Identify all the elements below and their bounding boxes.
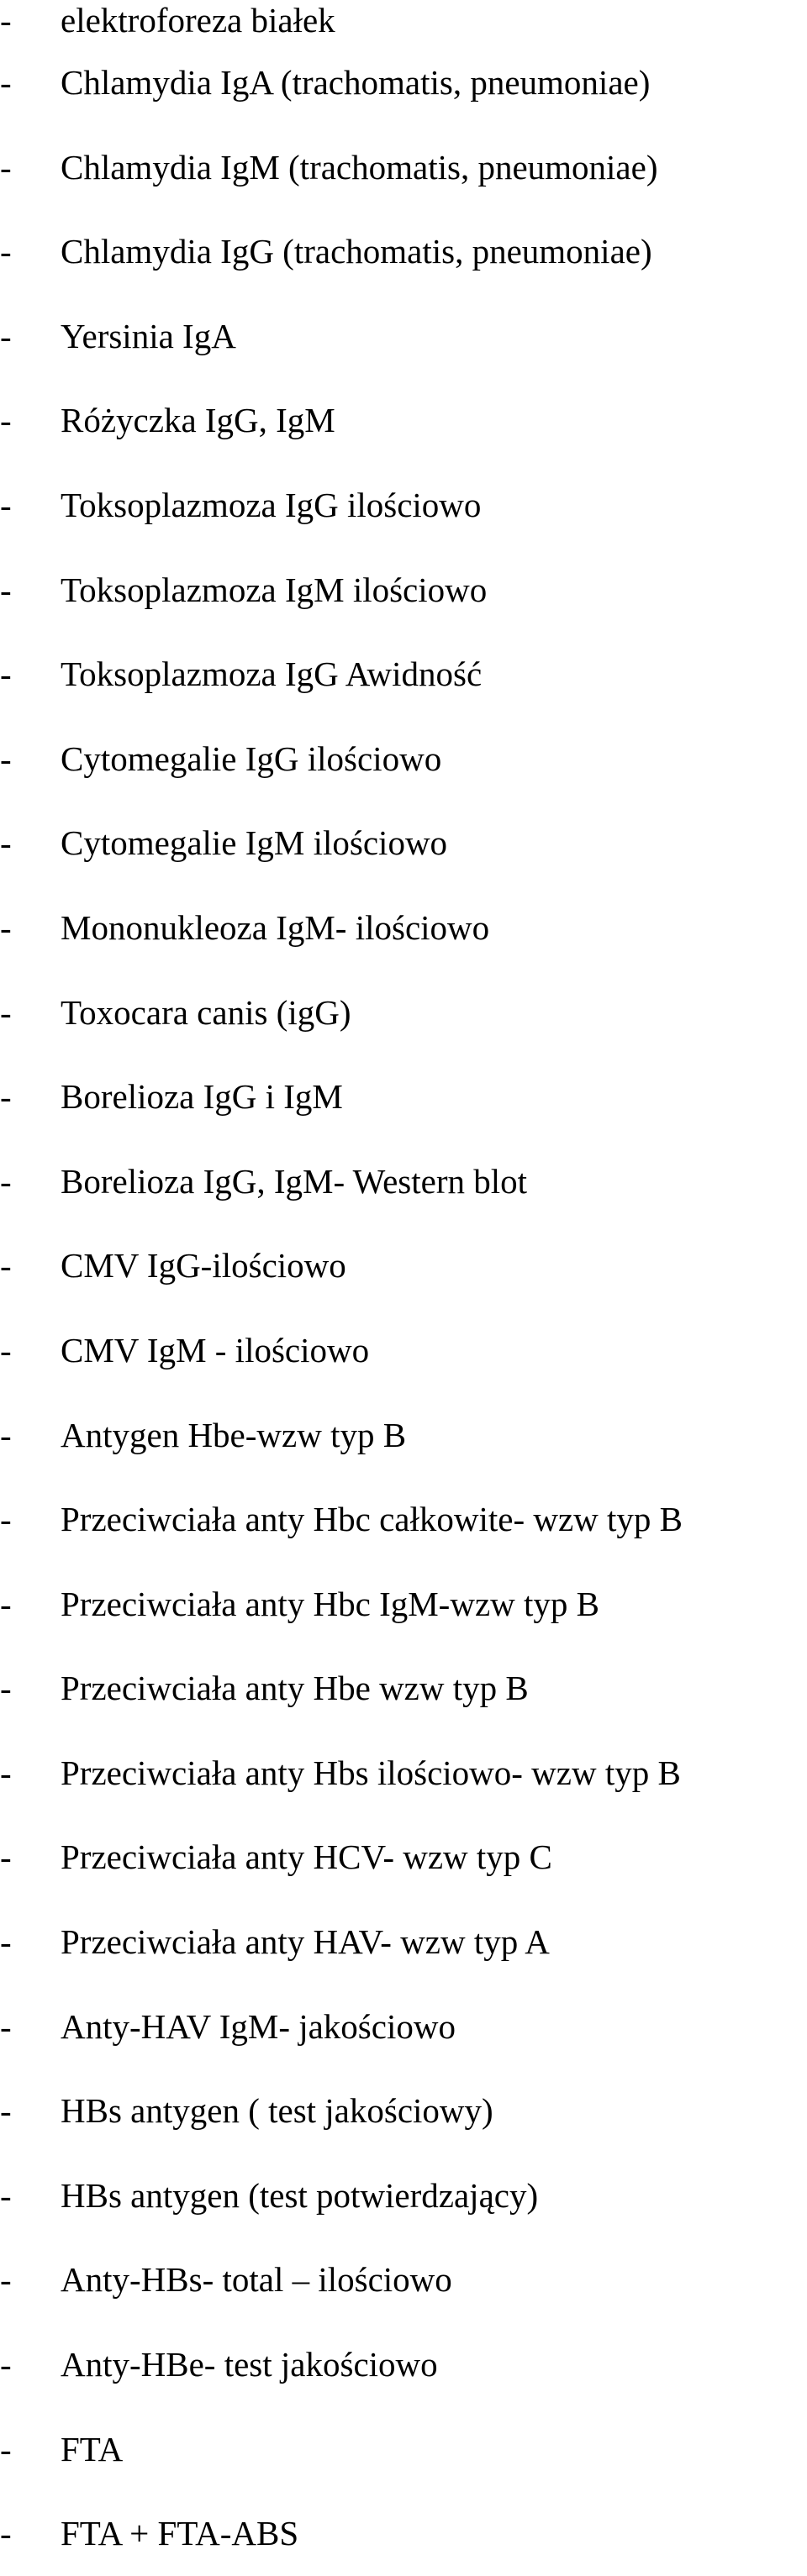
list-item xyxy=(0,1815,807,1900)
bullet-dash: - xyxy=(0,232,12,271)
bullet-dash: - xyxy=(0,992,12,1032)
list-item-text: FTA xyxy=(61,2429,124,2468)
list-item-text: Mononukleoza IgM- ilościowo xyxy=(61,907,490,947)
list-item xyxy=(0,548,807,633)
bullet-dash: - xyxy=(0,147,12,187)
bullet-dash: - xyxy=(0,1,12,39)
list-item-text: Toxocara canis (igG) xyxy=(61,992,351,1032)
bullet-dash: - xyxy=(0,1837,12,1877)
bullet-dash: - xyxy=(0,2514,12,2553)
list-item-text: Przeciwciała anty HCV- wzw typ C xyxy=(61,1837,552,1877)
bullet-dash: - xyxy=(0,2260,12,2300)
list-item-text: Anty-HBe- test jakościowo xyxy=(61,2345,438,2384)
bullet-dash: - xyxy=(0,1500,12,1539)
list-item xyxy=(0,2322,807,2407)
list-item xyxy=(0,1054,807,1139)
list-item xyxy=(0,1223,807,1308)
list-item xyxy=(0,1731,807,1816)
bullet-dash: - xyxy=(0,1753,12,1792)
list-item xyxy=(0,2069,807,2153)
list-item-text: Chlamydia IgM (trachomatis, pneumoniae) xyxy=(61,147,658,187)
list-item xyxy=(0,1308,807,1393)
bullet-dash: - xyxy=(0,1161,12,1201)
list-item xyxy=(0,1139,807,1224)
list-item-text: Anty-HBs- total – ilościowo xyxy=(61,2260,452,2300)
list-item xyxy=(0,40,807,125)
list-item xyxy=(0,209,807,294)
bullet-dash: - xyxy=(0,1246,12,1285)
bullet-dash: - xyxy=(0,2006,12,2046)
bullet-dash: - xyxy=(0,1922,12,1962)
list-item xyxy=(0,2491,807,2576)
list-item xyxy=(0,1646,807,1731)
list-item xyxy=(0,886,807,970)
list-item xyxy=(0,970,807,1055)
list-item-text: Anty-HAV IgM- jakościowo xyxy=(61,2006,456,2046)
bullet-dash: - xyxy=(0,2091,12,2131)
list-item xyxy=(0,801,807,886)
list-item xyxy=(0,0,807,40)
list-item-text: Cytomegalie IgM ilościowo xyxy=(61,823,448,863)
bullet-dash: - xyxy=(0,570,12,609)
list-item xyxy=(0,1477,807,1562)
list-item-text: Przeciwciała anty Hbc IgM-wzw typ B xyxy=(61,1584,599,1623)
list-item-text: Cytomegalie IgG ilościowo xyxy=(61,739,442,778)
list-item xyxy=(0,125,807,210)
bullet-dash: - xyxy=(0,485,12,524)
list-item-text: Chlamydia IgG (trachomatis, pneumoniae) xyxy=(61,232,652,271)
list-item xyxy=(0,2407,807,2492)
bullet-dash: - xyxy=(0,316,12,355)
bullet-dash: - xyxy=(0,1415,12,1454)
list-item-text: elektroforeza białek xyxy=(61,1,335,39)
list-item-text: Różyczka IgG, IgM xyxy=(61,401,335,440)
list-item-text: Antygen Hbe-wzw typ B xyxy=(61,1415,407,1454)
list-item-text: Chlamydia IgA (trachomatis, pneumoniae) xyxy=(61,63,651,102)
list-item xyxy=(0,1900,807,1985)
list-item-text: Przeciwciała anty Hbs ilościowo- wzw typ B xyxy=(61,1753,681,1792)
bullet-dash: - xyxy=(0,401,12,440)
bullet-dash: - xyxy=(0,1330,12,1369)
list-item xyxy=(0,717,807,802)
list-item-text: Przeciwciała anty Hbe wzw typ B xyxy=(61,1669,529,1708)
bullet-dash: - xyxy=(0,2175,12,2215)
list-item-text: HBs antygen ( test jakościowy) xyxy=(61,2091,493,2131)
list-item-text: CMV IgG-ilościowo xyxy=(61,1246,346,1285)
list-item xyxy=(0,632,807,717)
list-item xyxy=(0,294,807,379)
list-item xyxy=(0,2153,807,2238)
bullet-dash: - xyxy=(0,1077,12,1117)
bullet-dash: - xyxy=(0,2345,12,2384)
list-item xyxy=(0,2237,807,2322)
bullet-dash: - xyxy=(0,2429,12,2468)
list-item-text: CMV IgM - ilościowo xyxy=(61,1330,370,1369)
bullet-dash: - xyxy=(0,739,12,778)
list-item-text: HBs antygen (test potwierdzający) xyxy=(61,2175,539,2215)
list-item-text: Toksoplazmoza IgM ilościowo xyxy=(61,570,488,609)
bullet-dash: - xyxy=(0,823,12,863)
list-item-text: Borelioza IgG, IgM- Western blot xyxy=(61,1161,528,1201)
list-item-text: Przeciwciała anty HAV- wzw typ A xyxy=(61,1922,550,1962)
list-item-text: Toksoplazmoza IgG Awidność xyxy=(61,655,483,694)
list-item-text: FTA + FTA-ABS xyxy=(61,2514,299,2553)
list-item xyxy=(0,1393,807,1478)
list-item-text: Borelioza IgG i IgM xyxy=(61,1077,343,1117)
list-item xyxy=(0,1985,807,2069)
bullet-dash: - xyxy=(0,1584,12,1623)
bullet-dash: - xyxy=(0,907,12,947)
list-item xyxy=(0,1562,807,1647)
list-item xyxy=(0,463,807,548)
bullet-dash: - xyxy=(0,63,12,102)
list-item-text: Toksoplazmoza IgG ilościowo xyxy=(61,485,482,524)
bullet-dash: - xyxy=(0,1669,12,1708)
bullet-dash: - xyxy=(0,655,12,694)
list-item xyxy=(0,378,807,463)
list-item-text: Przeciwciała anty Hbc całkowite- wzw typ B xyxy=(61,1500,683,1539)
list-item-text: Yersinia IgA xyxy=(61,316,236,355)
